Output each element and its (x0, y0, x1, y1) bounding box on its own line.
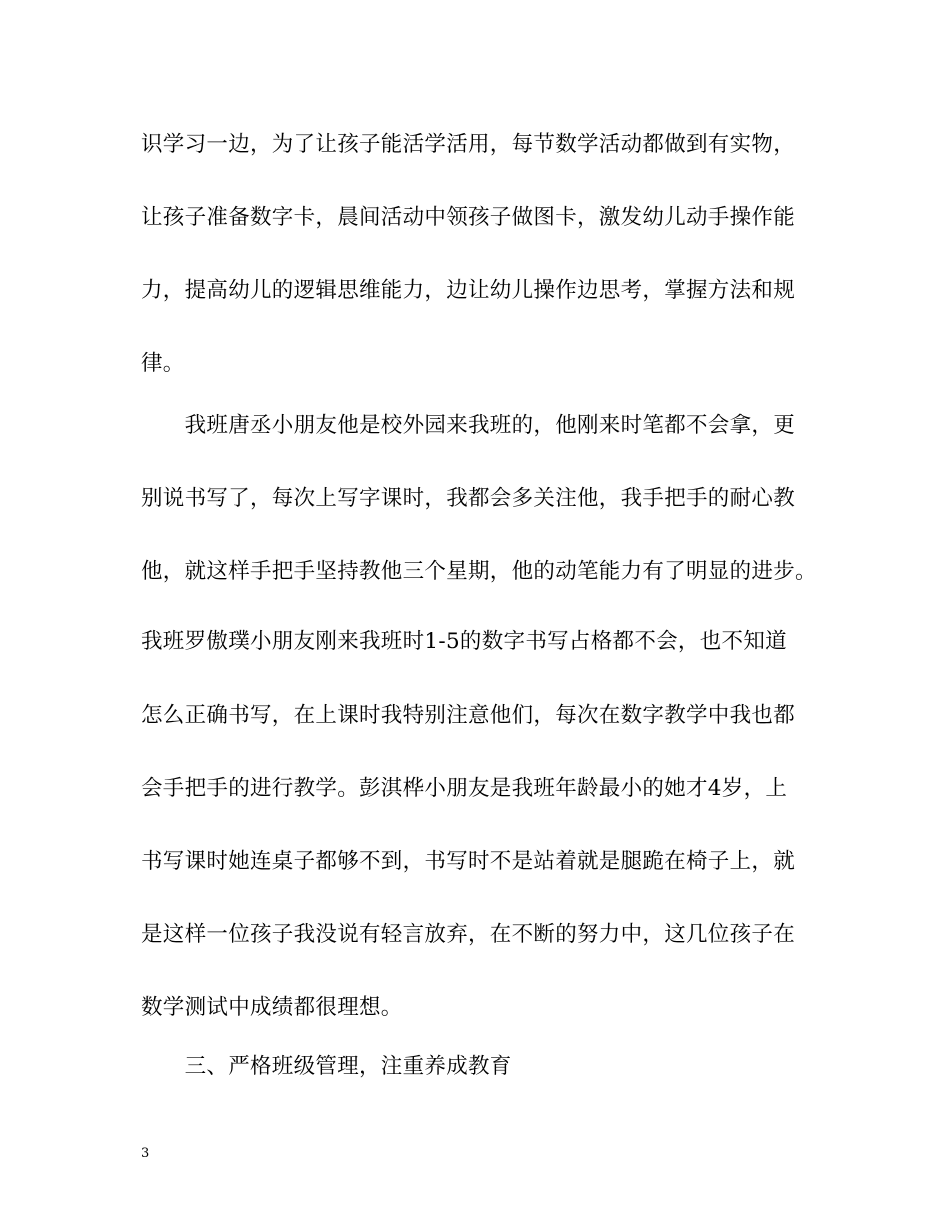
text-line: 会手把手的进行教学。彭淇桦小朋友是我班年龄最小的她才4岁，上 (141, 776, 788, 801)
text-line: 别说书写了，每次上写字课时，我都会多关注他，我手把手的耐心教 (141, 486, 796, 511)
text-line: 识学习一边，为了让孩子能活学活用，每节数学活动都做到有实物， (141, 132, 796, 157)
paragraph-first-line: 我班唐丞小朋友他是校外园来我班的，他刚来时笔都不会拿，更 (141, 413, 796, 438)
text-line: 书写课时她连桌子都够不到，书写时不是站着就是腿跪在椅子上，就 (141, 849, 796, 874)
text-line: 是这样一位孩子我没说有轻言放弃，在不断的努力中，这几位孩子在 (141, 922, 796, 947)
text-line: 我班罗傲璞小朋友刚来我班时1-5的数字书写占格都不会，也不知道 (141, 629, 787, 654)
text-line: 他，就这样手把手坚持教他三个星期，他的动笔能力有了明显的进步。 (141, 559, 817, 584)
text-line: 数学测试中成绩都很理想。 (141, 995, 403, 1020)
text-line: 力，提高幼儿的逻辑思维能力，边让幼儿操作边思考，掌握方法和规 (141, 278, 796, 303)
text-line: 让孩子准备数字卡，晨间活动中领孩子做图卡，激发幼儿动手操作能 (141, 205, 796, 230)
text-line: 怎么正确书写，在上课时我特别注意他们，每次在数字教学中我也都 (141, 703, 796, 728)
text-line: 律。 (141, 351, 185, 376)
page-number: 3 (141, 1146, 150, 1161)
section-heading: 三、严格班级管理，注重养成教育 (141, 1054, 512, 1079)
